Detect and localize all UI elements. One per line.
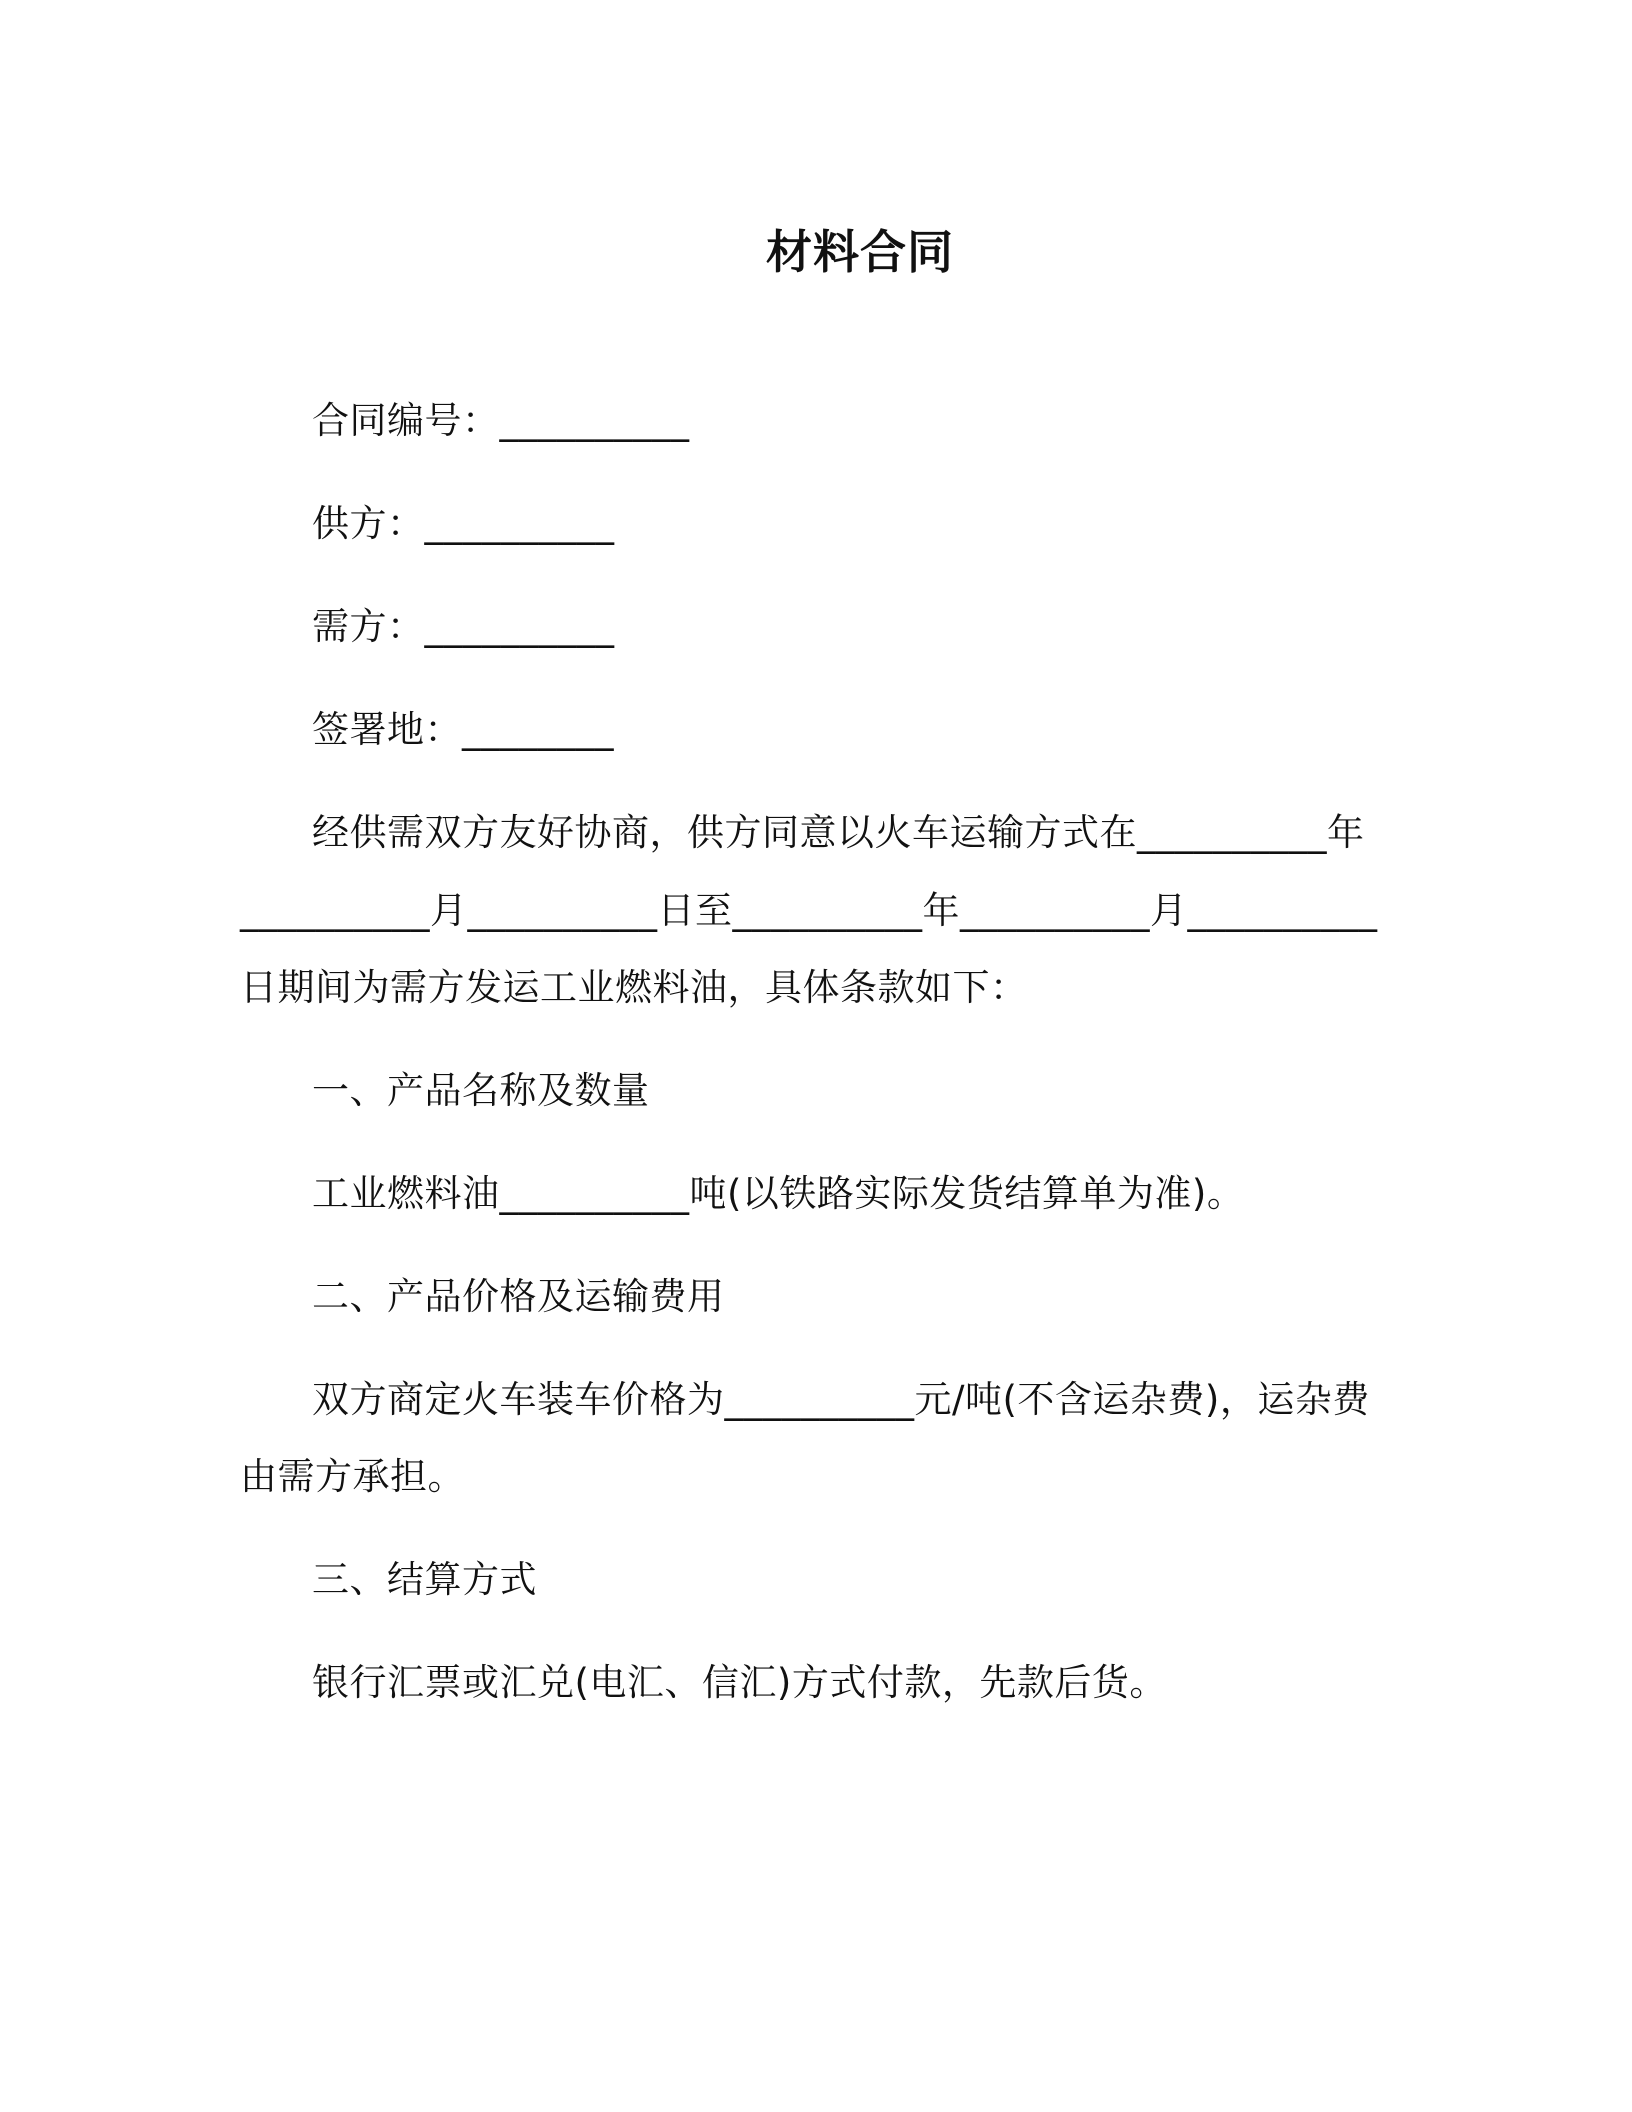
section-body-line: 银行汇票或汇兑(电汇、信汇)方式付款，先款后货。 [312, 1661, 1167, 1704]
section-heading-price: 二、产品价格及运输费用 [312, 1275, 725, 1318]
buyer-field: 需方：__________ [312, 605, 615, 648]
intro-line: 经供需双方友好协商，供方同意以火车运输方式在__________年 [312, 811, 1365, 854]
section-heading-settlement: 三、结算方式 [312, 1558, 537, 1601]
section-body-line: 双方商定火车装车价格为__________元/吨(不含运杂费)，运杂费 [312, 1378, 1370, 1421]
intro-line: 日期间为需方发运工业燃料油，具体条款如下： [240, 966, 1028, 1009]
section-body-line: 工业燃料油__________吨(以铁路实际发货结算单为准)。 [312, 1172, 1245, 1215]
intro-line: __________月__________日至__________年__________月__________ [240, 889, 1378, 932]
supplier-field: 供方：__________ [312, 502, 615, 545]
document-title: 材料合同 [766, 225, 954, 279]
signing-place-field: 签署地：________ [312, 708, 614, 751]
section-heading-product: 一、产品名称及数量 [312, 1069, 650, 1112]
section-body-line: 由需方承担。 [240, 1455, 465, 1498]
contract-number-field: 合同编号：__________ [312, 399, 690, 442]
